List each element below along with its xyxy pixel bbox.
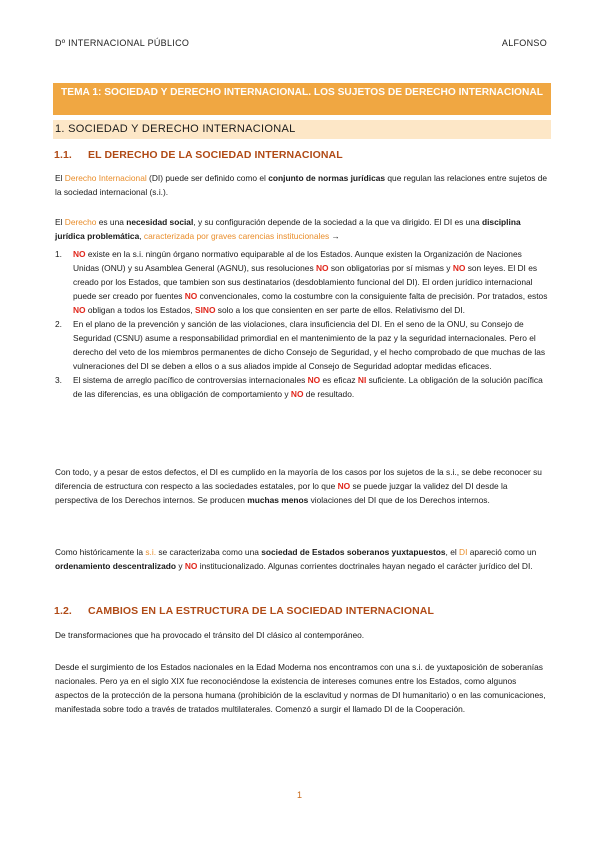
subsection-heading [54,149,343,161]
paragraph: Desde el surgimiento de los Estados nacionales en la Edad Moderna nos encontramos con una s.i. de yuxtaposición de soberanías nacionales. Pero ya en el siglo XIX fue reconociéndose la existencia de intereses comunes entre los Estados, como algunos aspectos de la protección de la persona humana (prohibición de la esclavitud y normas de DI humanitario) o en las comunicaciones, manifestada sobre todo a través de tratados multilaterales. Comenzó a surgir el llamado DI de la Cooperación. [55,662,546,714]
paragraph: El Derecho Internacional (DI) puede ser definido como el conjunto de normas jurídicas que regulan las relaciones entre sujetos de la sociedad internacional (s.i.). [55,173,548,197]
subsection-title: CAMBIOS EN LA ESTRUCTURA DE LA SOCIEDAD INTERNACIONAL [88,605,434,617]
page-number: 1 [296,790,302,800]
numbered-list [55,247,548,401]
subsection-heading [54,605,434,617]
paragraph: Como históricamente la s.i. se caracterizaba como una sociedad de Estados soberanos yuxtapuestos, el DI apareció como un ordenamiento descentralizado y NO institucionalizado. Algunas corrientes doctrinales hayan negado el carácter jurídico del DI. [55,547,537,571]
paragraph: Con todo, y a pesar de estos defectos, el DI es cumplido en la mayoría de los casos por los sujetos de la s.i., se debe reconocer su diferencia de estructura con respecto a las sociedades estatales, por lo que NO se puede juzgar la validez del DI desde la perspectiva de los Derechos internos. Se producen muchas menos violaciones del DI que de los Derechos internos. [55,467,542,505]
list-item: 1. NO existe en la s.i. ningún órgano normativo equiparable al de los Estados. Aunque existen la Organización de Naciones Unidas (ONU) y su Asamblea General (AGNU), sus resoluciones NO son obligatorias por sí mismas y NO son leyes. El DI es creado por los Estados, que tambien son sus destinatarios (desdoblamiento funcional del DI). El orden jurídico internacional puede ser creado por fuentes NO convencionales, como la costumbre con la consiguiente falta de precisión. Por tratados, estos NO obligan a todos los Estados, SINO solo a los que consienten en ser parte de ellos. Relativismo del DI. [55,249,548,315]
subsection-number: 1.2. [54,605,72,617]
list-item: 2. En el plano de la prevención y sanción de las violaciones, clara insuficiencia del DI. En el seno de la ONU, su Consejo de Seguridad (CSNU) asume a responsabilidad primordial en el mantenimiento de la paz y la seguridad internacionales. Pero el derecho del veto de los miembros permanentes de dicho Consejo de Seguridad, y el hecho comprobado de que muchas de las vulneraciones del DI se deben a ellos o a sus aliados impide al Consejo de Seguridad adoptar medidas eficaces. [55,319,546,371]
paragraph: El Derecho es una necesidad social, y su configuración depende de la sociedad a la que va dirigido. El DI es una disciplina jurídica problemática, caracterizada por graves carencias institucionales → [55,217,521,241]
section-heading: 1. SOCIEDAD Y DERECHO INTERNACIONAL [53,120,551,139]
subsection-number: 1.1. [54,149,72,161]
chapter-banner: TEMA 1: SOCIEDAD Y DERECHO INTERNACIONAL. LOS SUJETOS DE DERECHO INTERNACIONAL [53,83,551,115]
subsection-title: EL DERECHO DE LA SOCIEDAD INTERNACIONAL [88,149,343,161]
header-left: Dº INTERNACIONAL PÚBLICO [55,38,190,48]
header-right: ALFONSO [501,38,547,48]
paragraph: De transformaciones que ha provocado el tránsito del DI clásico al contemporáneo. [55,630,365,640]
list-item: 3. El sistema de arreglo pacífico de controversias internacionales NO es eficaz NI suficiente. La obligación de la solución pacífica de las diferencias, es una obligación de comportamiento y NO de resultado. [55,375,543,399]
